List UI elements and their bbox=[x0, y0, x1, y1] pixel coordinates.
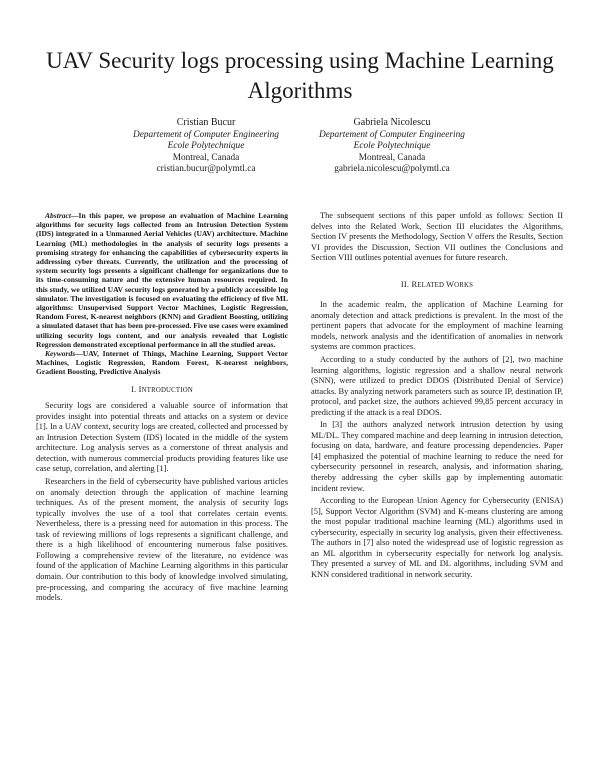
author-block bbox=[282, 117, 502, 176]
abstract bbox=[36, 211, 288, 349]
abstract-label: Abstract bbox=[45, 211, 71, 220]
paragraph: The subsequent sections of this paper unfold as follows: Section II delves into the Related Work, Section III elucidates the Algorithms, Section IV presents the Methodology, Section V offers the Results, Section VI provides the Discussion, Section VII outlines the Conclusions and Section VIII outlines potential avenues for future research. bbox=[311, 211, 563, 263]
author-location: Montreal, Canada bbox=[358, 152, 426, 163]
paragraph: In [3] the authors analyzed network intrusion detection by using ML/DL. They compared machine and deep learning in intrusion detection, focusing on data, hardware, and feature processing dependencies. Paper [4] emphasized the potential of machine learning to reduce the need for cybersecurity personnel in research, analysis, and information sharing, thereby addressing the cyber skills gap by implementing automatic incident review. bbox=[311, 420, 563, 493]
section-heading-related-works: II. RELATED WORKS bbox=[400, 279, 474, 289]
author-name: Cristian Bucur bbox=[176, 117, 236, 128]
author-email: cristian.bucur@polymtl.ca bbox=[156, 164, 256, 175]
keywords-label: Keywords bbox=[45, 349, 76, 359]
keywords bbox=[36, 349, 288, 377]
paragraph: Researchers in the field of cybersecurity have published various articles on anomaly detection through the application of machine learning techniques. As of the present moment, the analysis of security logs typically involves the use of a tool that correlates certain events. Nevertheless, there is a pressing need for automation in this process. The task of reviewing millions of logs represents a significant challenge, and there is a high likelihood of encountering numerous false positives. Following a comprehensive review of the literature, no evidence was found of the application of Machine Learning algorithms in this particular domain. Our contribution to this body of knowledge involved simulating, pre-processing, and comparing the accuracy of five machine learning models. bbox=[36, 477, 288, 603]
author-department: Departement of Computer Engineering bbox=[133, 129, 279, 140]
author-name: Gabriela Nicolescu bbox=[353, 117, 431, 128]
author-school: Ecole Polytechnique bbox=[167, 141, 245, 152]
right-column bbox=[311, 211, 563, 583]
author-location: Montreal, Canada bbox=[172, 152, 240, 163]
abstract-text: —In this paper, we propose an evaluation of Machine Learning algorithms for security logs collected from an Intrusion Detection System (IDS) integrated in a Unmanned Aerial Vehicles (UAV) architecture. Machine Learning (ML) methodologies in the analysis of security logs presents a promising strategy for enhancing the capabilities of cybersecurity experts in addressing cyber threats. Currently, the utilization and the processing of system security logs presents a significant challenge for organizations due to its time-consuming nature and the extensive human resources required. In this study, we utilized UAV security logs generated by a publicly accessible log simulator. The investigation is focused on evaluating the efficiency of five ML algorithms: Unsupervised Support Vector Machines, Logistic Regression, Random Forest, K-nearest neighbors (KNN) and Gradient Boosting, utilizing a simulated dataset that has been pre-processed. Five use cases were examined utilizing security logs content, and our analysis revealed that Logistic Regression demonstrated exceptional performance in all the studied areas. bbox=[36, 211, 288, 349]
paper-title: UAV Security logs processing using Machine Learning Algorithms bbox=[46, 48, 554, 103]
author-email: gabriela.nicolescu@polymtl.ca bbox=[334, 164, 450, 175]
paragraph: According to the European Union Agency for Cybersecurity (ENISA) [5], Support Vector Algorithm (SVM) and K-means clustering are among the most popular traditional machine learning (ML) algorithms used in cybersecurity, especially in security log analysis, given their effectiveness. The authors in [7] also noted the widespread use of logistic regression as an ML algorithm in cybersecurity especially for network log analysis. They presented a survey of ML and DL algorithms, including SVM and KNN considered traditional in network security. bbox=[311, 496, 563, 579]
paragraph: According to a study conducted by the authors of [2], two machine learning algorithms, logistic regression and a shallow neural network (SNN), were utilized to predict DDOS (Distributed Denial of Service) attacks. By analyzing network parameters such as source IP, destination IP, protocol, and packet size, the authors achieved 99,85 percent accuracy in predicting if the attack is a real DDOS. bbox=[311, 355, 563, 417]
section-heading-introduction: I. INTRODUCTION bbox=[131, 384, 193, 394]
keywords-text: —UAV, Internet of Things, Machine Learning, Support Vector Machines, Logistic Regression, Random Forest, K-nearest neighbors, Gradient Boosting, Predictive Analysis bbox=[36, 349, 288, 377]
author-department: Departement of Computer Engineering bbox=[319, 129, 465, 140]
paragraph: Security logs are considered a valuable source of information that provides insight into potential threats and attacks on a system or device [1]. In a UAV context, security logs are created, collected and processed by an Intrusion Detection System (IDS) located in the middle of the system architecture. Log analysis serves as a cornerstone of threat analysis and detection, with numerous commercial products providing features like use case setup, correlation, and alerting [1]. bbox=[36, 401, 289, 474]
paragraph: In the academic realm, the application of Machine Learning for anomaly detection and attack predictions is prevalent. In the most of the pertinent papers that advocate for the employment of machine learning models, network analysis and the identification of anomalies in network systems are common practices. bbox=[311, 300, 563, 352]
left-column bbox=[36, 211, 288, 606]
author-school: Ecole Polytechnique bbox=[353, 141, 431, 152]
